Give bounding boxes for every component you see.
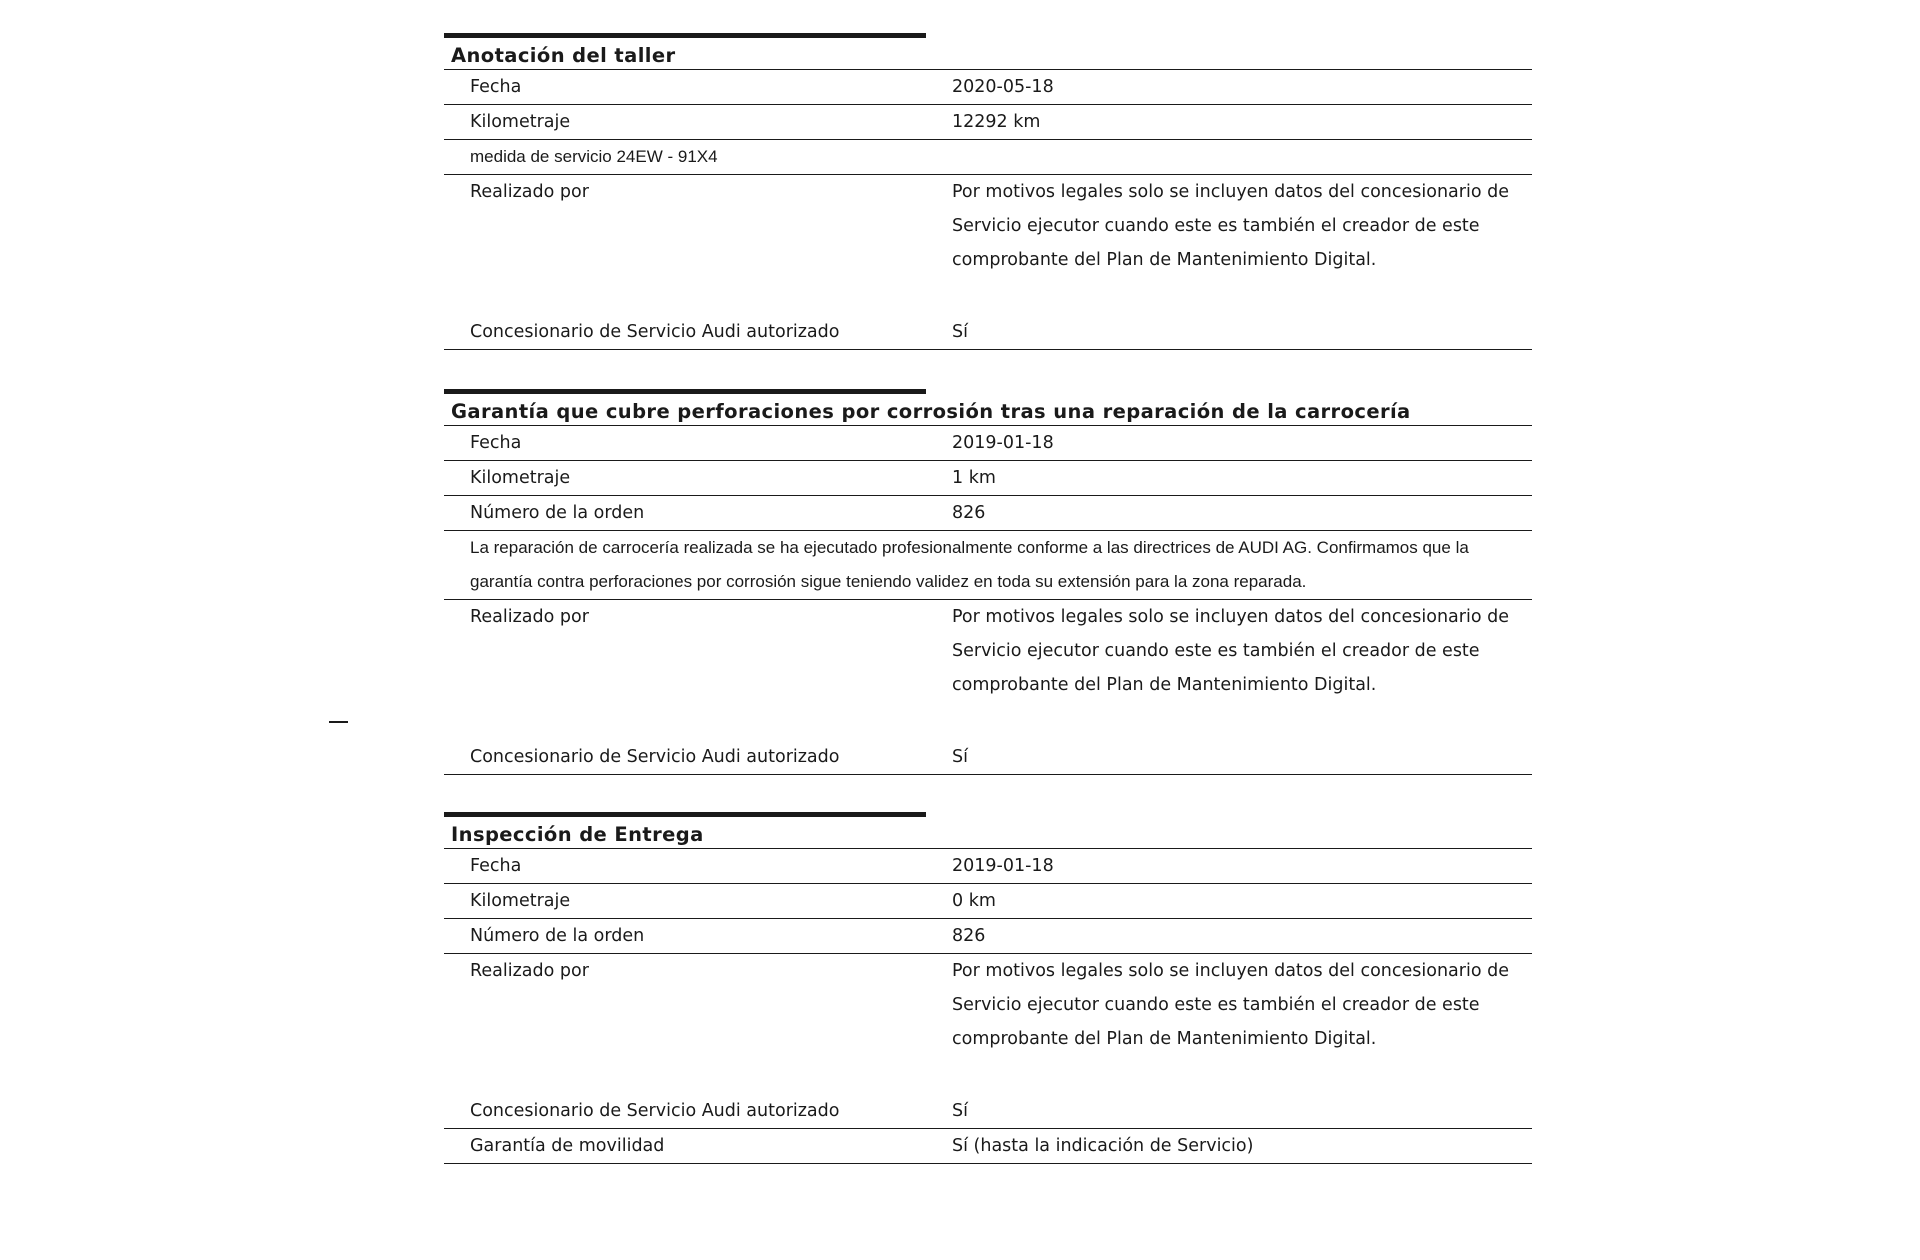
warranty-paragraph: La reparación de carrocería realizada se ha ejecutado profesionalmente conforme a las directrices de AUDI AG. Confirmamos que la garantía contra perforaciones por corrosión sigue teniendo validez en toda su extensión para la zona reparada. [470, 538, 1469, 591]
realizado-value: Por motivos legales solo se incluyen datos del concesionario de Servicio ejecutor cuando este es también el creador de este comprobante del Plan de Mantenimiento Digital. [952, 607, 1509, 695]
kilometraje-value: 12292 km [952, 112, 1041, 132]
row-numero-orden [444, 919, 1532, 954]
realizado-label: Realizado por [470, 607, 589, 627]
row-realizado-por [444, 954, 1532, 1094]
row-fecha [444, 849, 1532, 884]
garantia-movilidad-label: Garantía de movilidad [470, 1136, 665, 1156]
concesionario-label: Concesionario de Servicio Audi autorizado [470, 1101, 840, 1121]
kilometraje-value: 1 km [952, 468, 996, 488]
fecha-value: 2019-01-18 [952, 856, 1054, 876]
garantia-movilidad-value: Sí (hasta la indicación de Servicio) [952, 1136, 1254, 1156]
row-realizado-por [444, 600, 1532, 740]
concesionario-value: Sí [952, 1101, 968, 1121]
realizado-label: Realizado por [470, 182, 589, 202]
numero-orden-value: 826 [952, 926, 986, 946]
section-anotacion-taller [444, 33, 1532, 350]
row-concesionario [444, 315, 1532, 350]
realizado-label: Realizado por [470, 961, 589, 981]
row-numero-orden [444, 496, 1532, 531]
section-garantia-corrosion [444, 389, 1532, 775]
row-realizado-por [444, 175, 1532, 315]
row-fecha [444, 70, 1532, 105]
concesionario-label: Concesionario de Servicio Audi autorizado [470, 747, 840, 767]
fecha-label: Fecha [470, 77, 522, 97]
row-concesionario [444, 1094, 1532, 1129]
section-inspeccion-entrega [444, 812, 1532, 1164]
row-kilometraje [444, 105, 1532, 140]
numero-orden-value: 826 [952, 503, 986, 523]
fecha-value: 2020-05-18 [952, 77, 1054, 97]
concesionario-label: Concesionario de Servicio Audi autorizado [470, 322, 840, 342]
kilometraje-value: 0 km [952, 891, 996, 911]
concesionario-value: Sí [952, 747, 968, 767]
kilometraje-label: Kilometraje [470, 112, 571, 132]
kilometraje-label: Kilometraje [470, 891, 571, 911]
fecha-label: Fecha [470, 856, 522, 876]
row-warranty-paragraph [444, 531, 1532, 600]
realizado-value: Por motivos legales solo se incluyen datos del concesionario de Servicio ejecutor cuando este es también el creador de este comprobante del Plan de Mantenimiento Digital. [952, 961, 1509, 1049]
row-fecha [444, 426, 1532, 461]
concesionario-value: Sí [952, 322, 968, 342]
row-kilometraje [444, 461, 1532, 496]
fecha-label: Fecha [470, 433, 522, 453]
section-title: Garantía que cubre perforaciones por corrosión tras una reparación de la carrocería [444, 394, 1532, 426]
section-title: Anotación del taller [444, 38, 1532, 70]
numero-orden-label: Número de la orden [470, 926, 645, 946]
row-kilometraje [444, 884, 1532, 919]
service-note: medida de servicio 24EW - 91X4 [470, 147, 718, 166]
section-title: Inspección de Entrega [444, 817, 1532, 849]
numero-orden-label: Número de la orden [470, 503, 645, 523]
row-garantia-movilidad [444, 1129, 1532, 1164]
row-concesionario [444, 740, 1532, 775]
realizado-value: Por motivos legales solo se incluyen datos del concesionario de Servicio ejecutor cuando este es también el creador de este comprobante del Plan de Mantenimiento Digital. [952, 182, 1509, 270]
kilometraje-label: Kilometraje [470, 468, 571, 488]
fecha-value: 2019-01-18 [952, 433, 1054, 453]
row-service-note [444, 140, 1532, 175]
margin-dash-mark [329, 721, 348, 723]
